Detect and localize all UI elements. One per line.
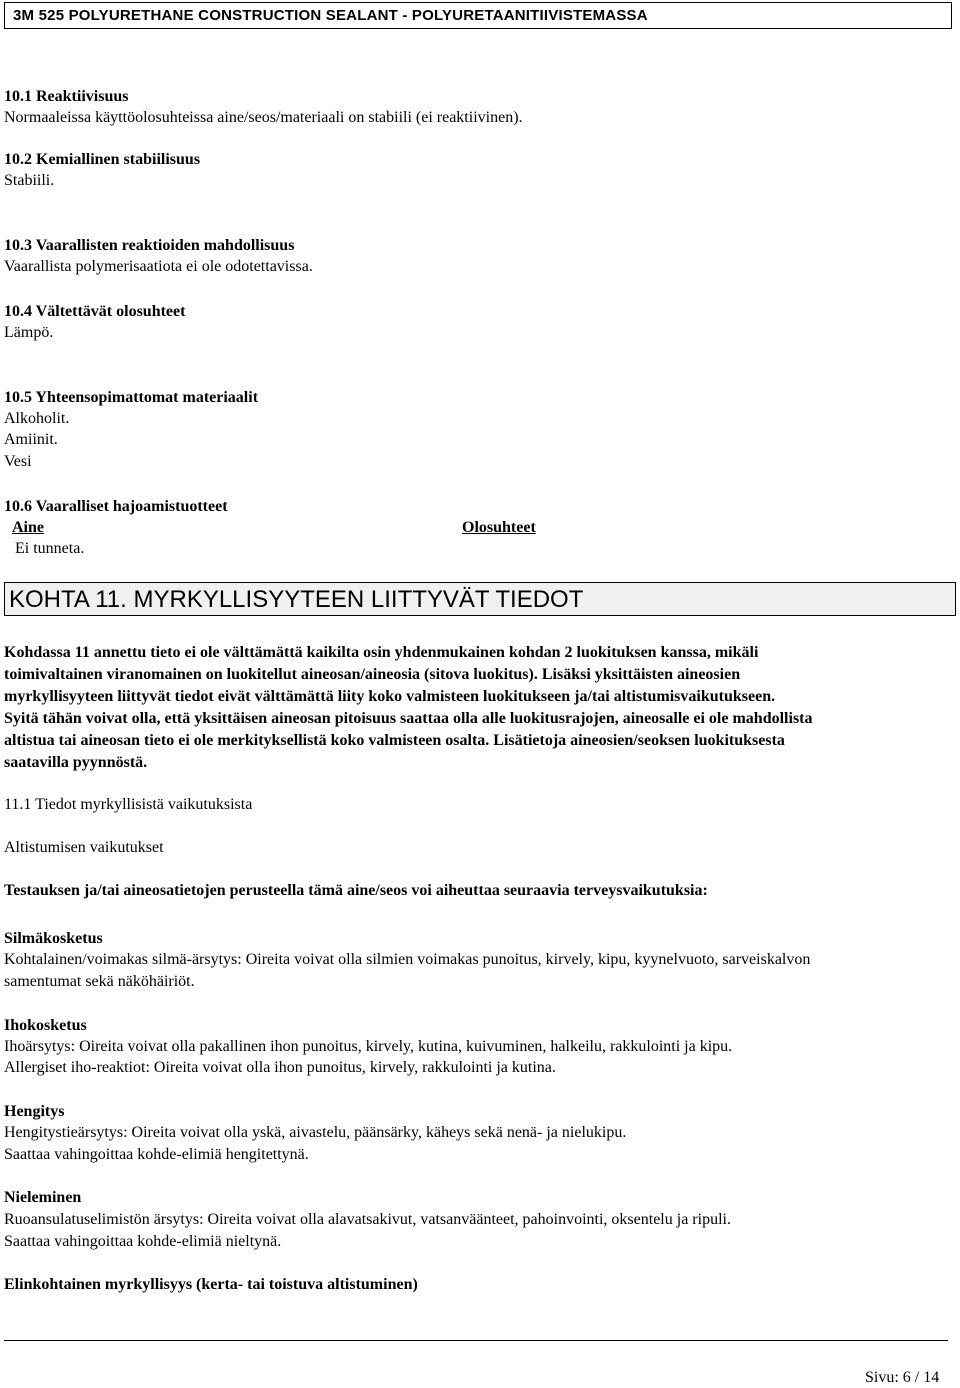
column-header-olosuhteet: Olosuhteet xyxy=(462,519,536,536)
text-10-5-vesi: Vesi xyxy=(4,453,32,470)
text-10-1: Normaaleissa käyttöolosuhteissa aine/seos/materiaali on stabiili (ei reaktiivinen). xyxy=(4,109,523,126)
heading-exposure-effects: Altistumisen vaikutukset xyxy=(4,839,164,856)
skin-allergy-text: Allergiset iho-reaktiot: Oireita voivat olla ihon punoitus, kirvely, rakkulointi ja kutina. xyxy=(4,1059,556,1076)
heading-eye-contact: Silmäkosketus xyxy=(4,930,103,947)
eye-contact-text: Kohtalainen/voimakas silmä-ärsytys: Oireita voivat olla silmien voimakas punoitus, kirvely, kipu, kyynelvuoto, sarveiskalvon xyxy=(4,951,811,968)
text-10-3: Vaarallista polymerisaatiota ei ole odotettavissa. xyxy=(4,258,313,275)
text-10-5-alkoholit: Alkoholit. xyxy=(4,410,70,427)
inhalation-text: Hengitystieärsytys: Oireita voivat olla yskä, aivastelu, päänsärky, käheys sekä nenä- ja nielukipu. xyxy=(4,1124,627,1141)
column-header-aine: Aine xyxy=(12,519,44,536)
document-title: 3M 525 POLYURETHANE CONSTRUCTION SEALANT - POLYURETAANITIIVISTEMASSA xyxy=(13,7,648,24)
ingestion-organ-text: Saattaa vahingoittaa kohde-elimiä nieltynä. xyxy=(4,1233,282,1250)
heading-10-1: 10.1 Reaktiivisuus xyxy=(4,88,129,105)
heading-10-4: 10.4 Vältettävät olosuhteet xyxy=(4,303,186,320)
ingestion-text: Ruoansulatuselimistön ärsytys: Oireita voivat olla alavatsakivut, vatsanväänteet, pahoinvointi, oksentelu ja ripuli. xyxy=(4,1211,731,1228)
text-10-2: Stabiili. xyxy=(4,172,55,189)
intro-line: saatavilla pyynnöstä. xyxy=(4,754,148,771)
skin-irritation-text: Ihoärsytys: Oireita voivat olla pakallinen ihon punoitus, kirvely, kutina, kuivuminen, halkeilu, rakkulointi ja kipu. xyxy=(4,1038,733,1055)
intro-line: toimivaltainen viranomainen on luokitellut aineosan/aineosia (sitova luokitus). Lisäksi yksittäisten aineosien xyxy=(4,666,741,683)
heading-skin-contact: Ihokosketus xyxy=(4,1017,87,1034)
table-cell-aine: Ei tunneta. xyxy=(15,540,85,557)
intro-line: altistua tai aineosan tieto ei ole merkityksellistä koko valmisteen osalta. Lisätietoja aineosien/seoksen luokituksesta xyxy=(4,732,785,749)
heading-10-6: 10.6 Vaaralliset hajoamistuotteet xyxy=(4,498,228,515)
heading-10-2: 10.2 Kemiallinen stabiilisuus xyxy=(4,151,201,168)
page-number: Sivu: 6 / 14 xyxy=(865,1369,940,1386)
section-11-title: KOHTA 11. MYRKYLLISYYTEEN LIITTYVÄT TIEDOT xyxy=(9,586,584,613)
eye-contact-text-cont: samentumat sekä näköhäiriöt. xyxy=(4,973,195,990)
footer-rule xyxy=(4,1340,948,1341)
heading-11-1: 11.1 Tiedot myrkyllisistä vaikutuksista xyxy=(4,796,253,813)
text-10-4: Lämpö. xyxy=(4,324,54,341)
testing-statement: Testauksen ja/tai aineosatietojen perusteella tämä aine/seos voi aiheuttaa seuraavia terveysvaikutuksia: xyxy=(4,882,708,899)
heading-target-organ-toxicity: Elinkohtainen myrkyllisyys (kerta- tai toistuva altistuminen) xyxy=(4,1276,418,1293)
heading-10-3: 10.3 Vaarallisten reaktioiden mahdollisuus xyxy=(4,237,295,254)
inhalation-organ-text: Saattaa vahingoittaa kohde-elimiä hengitettynä. xyxy=(4,1146,309,1163)
intro-line: Syitä tähän voivat olla, että yksittäisen aineosan pitoisuus saattaa olla alle luokitusrajojen, aineosalle ei ole mahdollista xyxy=(4,710,813,727)
intro-line: myrkyllisyyteen liittyvät tiedot eivät välttämättä liity koko valmisteen luokitukseen ja/tai altistumisvaikutukseen. xyxy=(4,688,776,705)
intro-line: Kohdassa 11 annettu tieto ei ole välttämättä kaikilta osin yhdenmukainen kohdan 2 luokituksen kanssa, mikäli xyxy=(4,644,759,661)
text-10-5-amiinit: Amiinit. xyxy=(4,431,58,448)
section-11-header xyxy=(4,582,956,616)
document-header xyxy=(4,2,952,29)
heading-10-5: 10.5 Yhteensopimattomat materiaalit xyxy=(4,389,259,406)
heading-ingestion: Nieleminen xyxy=(4,1189,82,1206)
heading-inhalation: Hengitys xyxy=(4,1103,65,1120)
